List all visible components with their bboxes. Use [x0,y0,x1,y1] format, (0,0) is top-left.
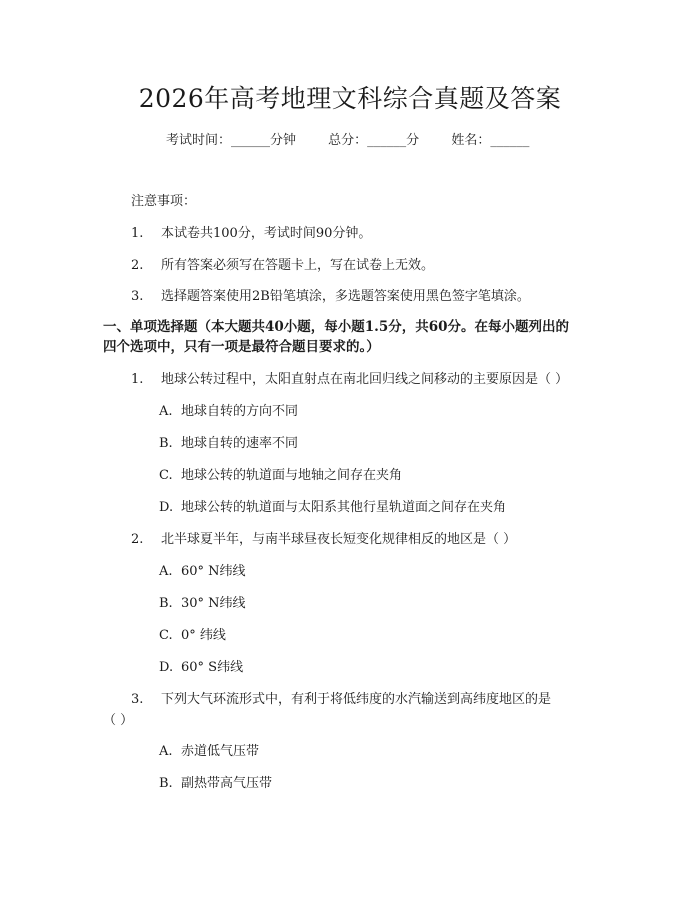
question-1 [131,370,568,390]
option-text: 地球公转的轨道面与地轴之间存在夹角 [181,468,403,483]
option-text: 地球公转的轨道面与太阳系其他行星轨道面之间存在夹角 [181,500,507,515]
option-letter: A. [159,564,173,579]
notice-item-number: 3. [131,289,144,304]
option-letter: B. [159,436,173,451]
question-2-option-d [159,658,243,678]
question-2-option-c [159,626,226,646]
question-2-option-b [159,594,246,614]
option-letter: B. [159,596,173,611]
question-2-option-a [159,562,246,582]
option-letter: C. [159,468,173,483]
question-3 [131,690,551,710]
question-number: 3. [131,692,144,707]
notice-item-number: 2. [131,258,144,273]
question-1-option-d [159,498,506,518]
option-text: 60° N纬线 [181,564,246,579]
exam-title: 2026年高考地理文科综合真题及答案 [138,84,562,113]
exam-time-field: 考试时间：______分钟 [166,133,297,148]
question-text: 下列大气环流形式中，有利于将低纬度的水汽输送到高纬度地区的是 [161,692,552,707]
section-heading [103,317,603,357]
question-3-option-a [159,742,259,762]
question-3-option-b [159,774,272,794]
option-text: 30° N纬线 [181,596,246,611]
notice-heading: 注意事项： [131,194,197,209]
exam-meta [166,131,529,151]
section-heading-line-2: 四个选项中，只有一项是最符合题目要求的。） [103,339,380,355]
notice-item-text: 所有答案必须写在答题卡上，写在试卷上无效。 [161,258,435,273]
question-2 [131,530,516,550]
question-3-continuation: （ ） [103,713,134,728]
option-text: 副热带高气压带 [181,776,273,791]
option-text: 赤道低气压带 [181,744,260,759]
question-1-option-b [159,434,298,454]
notice-item [131,256,434,276]
option-letter: D. [159,500,174,515]
option-letter: A. [159,404,173,419]
notice-item-text: 选择题答案使用2B铅笔填涂，多选题答案使用黑色签字笔填涂。 [161,289,530,304]
option-letter: D. [159,660,174,675]
option-letter: B. [159,776,173,791]
total-score-field: 总分：______分 [328,133,420,148]
notice-item-number: 1. [131,226,144,241]
question-text: 北半球夏半年，与南半球昼夜长短变化规律相反的地区是（ ） [161,532,517,547]
notice-item-text: 本试卷共100分，考试时间90分钟。 [161,226,372,241]
question-1-option-c [159,466,402,486]
question-text: 地球公转过程中，太阳直射点在南北回归线之间移动的主要原因是（ ） [161,372,569,387]
question-number: 2. [131,532,144,547]
option-text: 60° S纬线 [181,660,244,675]
option-text: 地球自转的速率不同 [181,436,299,451]
notice-item [131,287,530,307]
student-name-field: 姓名：______ [451,133,530,148]
notice-item [131,224,371,244]
option-letter: A. [159,744,173,759]
option-text: 地球自转的方向不同 [181,404,299,419]
question-1-option-a [159,402,298,422]
section-heading-line-1: 一、单项选择题（本大题共40小题，每小题1.5分，共60分。在每小题列出的 [103,319,570,335]
question-number: 1. [131,372,144,387]
option-letter: C. [159,628,173,643]
option-text: 0° 纬线 [181,628,226,643]
